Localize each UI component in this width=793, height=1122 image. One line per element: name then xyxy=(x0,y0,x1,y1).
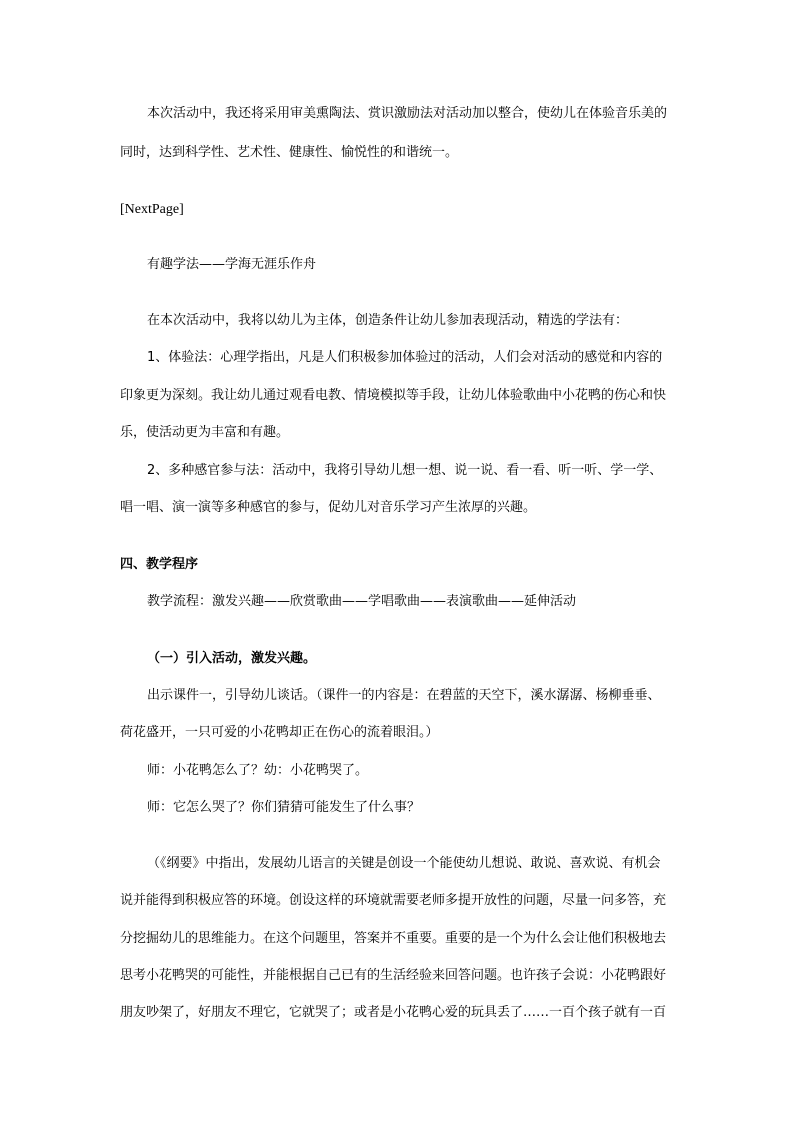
list-item-line: 乐，使活动更为丰富和有趣。 xyxy=(120,425,290,440)
list-item-line: 1、体验法：心理学指出，凡是人们积极参加体验过的活动，人们会对活动的感觉和内容的 xyxy=(147,350,663,365)
paragraph-line: 说并能得到积极应答的环境。创设这样的环境就需要老师多提开放性的问题，尽量一问多答，充 xyxy=(120,893,667,908)
paragraph-line: 思考小花鸭哭的可能性，并能根据自己已有的生活经验来回答问题。也许孩子会说：小花鸭跟好 xyxy=(120,968,667,983)
paragraph-line: 分挖掘幼儿的思维能力。在这个问题里，答案并不重要。重要的是一个为什么会让他们积极地去 xyxy=(120,931,667,946)
subheading: （一）引入活动，激发兴趣。 xyxy=(147,651,317,666)
paragraph-line: 荷花盛开，一只可爱的小花鸭却正在伤心的流着眼泪。） xyxy=(120,725,439,740)
heading: 四、教学程序 xyxy=(120,557,199,572)
paragraph-line: 本次活动中，我还将采用审美熏陶法、赏识激励法对活动加以整合，使幼儿在体验音乐美的 xyxy=(147,106,668,121)
paragraph-line: 出示课件一，引导幼儿谈话。（课件一的内容是：在碧蓝的天空下，溪水潺潺、杨柳垂垂、 xyxy=(147,688,661,703)
dialog-line: 师：小花鸭怎么了？幼：小花鸭哭了。 xyxy=(147,763,369,778)
paragraph-line: 朋友吵架了，好朋友不理它，它就哭了；或者是小花鸭心爱的玩具丢了……一百个孩子就有一百 xyxy=(120,1005,667,1020)
list-item-line: 唱一唱、演一演等多种感官的参与，促幼儿对音乐学习产生浓厚的兴趣。 xyxy=(120,500,537,515)
list-item-line: 印象更为深刻。我让幼儿通过观看电教、情境模拟等手段，让幼儿体验歌曲中小花鸭的伤心和快 xyxy=(120,388,667,403)
dialog-line: 师：它怎么哭了？你们猜猜可能发生了什么事？ xyxy=(147,800,421,815)
paragraph-line: 在本次活动中，我将以幼儿为主体，创造条件让幼儿参加表现活动，精选的学法有： xyxy=(147,313,629,328)
paragraph-line: 教学流程：激发兴趣——欣赏歌曲——学唱歌曲——表演歌曲——延伸活动 xyxy=(147,594,577,609)
page-break-marker: [NextPage] xyxy=(120,202,184,217)
paragraph-line: 同时，达到科学性、艺术性、健康性、愉悦性的和谐统一。 xyxy=(120,145,459,160)
list-item-line: 2、多种感官参与法：活动中，我将引导幼儿想一想、说一说、看一看、听一听、学一学、 xyxy=(147,463,663,478)
section-title: 有趣学法——学海无涯乐作舟 xyxy=(147,257,317,272)
paragraph-line: （《纲要》中指出，发展幼儿语言的关键是创设一个能使幼儿想说、敢说、喜欢说、有机会 xyxy=(147,856,661,871)
